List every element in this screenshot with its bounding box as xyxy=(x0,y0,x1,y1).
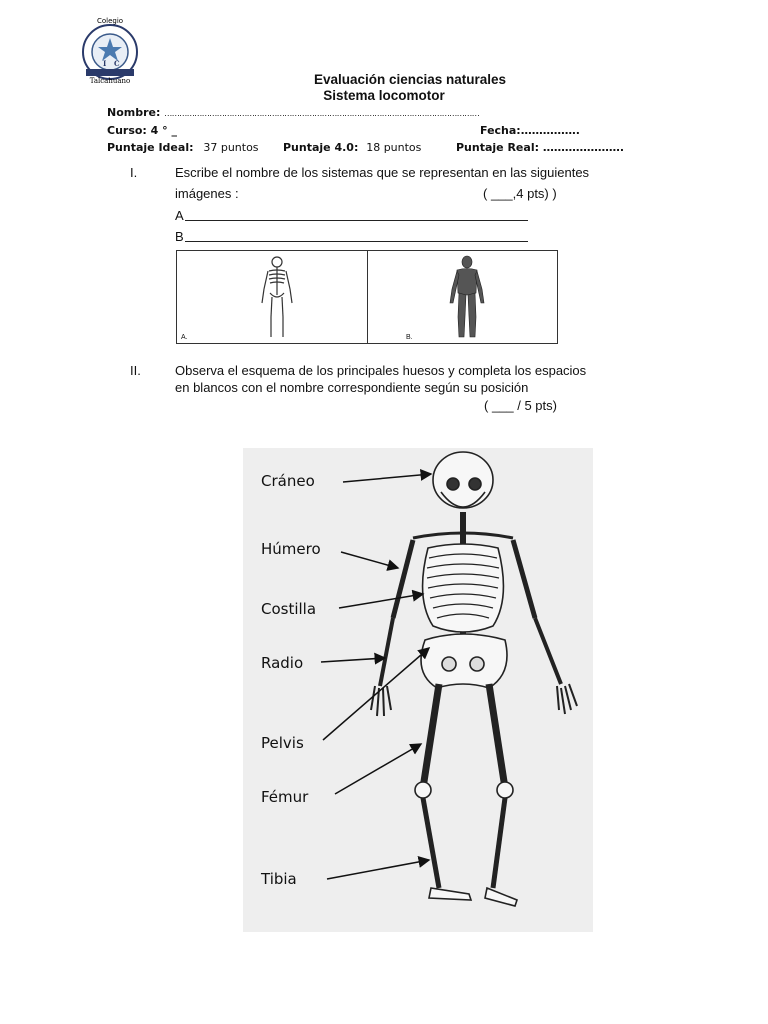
systems-image-box xyxy=(176,250,558,344)
q2-points: ( ___ / 5 pts) xyxy=(484,398,557,413)
q2-number: II. xyxy=(130,363,141,378)
puntaje-ideal-value: 37 puntos xyxy=(203,141,259,154)
q1-text-line2: imágenes : xyxy=(175,186,239,201)
puntaje-real-label: Puntaje Real: xyxy=(456,141,539,154)
bone-label-craneo: Cráneo xyxy=(261,472,315,490)
caption-a: A. xyxy=(181,334,188,341)
skeleton-diagram xyxy=(243,448,593,932)
q1-answer-b[interactable] xyxy=(185,241,528,242)
logo-top-text: Colegio xyxy=(96,17,124,25)
puntaje-40-label: Puntaje 4.0: xyxy=(283,141,359,154)
fecha-label: Fecha: xyxy=(480,124,521,137)
fecha-field[interactable]: ……………. xyxy=(520,124,580,137)
logo-initial-1: I xyxy=(103,59,107,68)
logo-city: Talcahuano xyxy=(89,77,131,84)
puntaje-ideal-label: Puntaje Ideal: xyxy=(107,141,194,154)
logo-initial-2: C xyxy=(114,59,120,68)
bone-label-femur: Fémur xyxy=(261,788,309,806)
q2-text-line1: Observa el esquema de los principales huesos y completa los espacios xyxy=(175,363,587,378)
q1-answer-a[interactable] xyxy=(185,220,528,221)
bone-label-tibia: Tibia xyxy=(261,870,297,888)
document-title: Evaluación ciencias naturales xyxy=(313,72,507,87)
q1-blank-b-label: B xyxy=(175,229,184,244)
puntaje-40-value: 18 puntos xyxy=(366,141,422,154)
puntaje-real-field[interactable]: …………………. xyxy=(542,141,625,154)
q2-text-line2: en blancos con el nombre correspondiente según su posición xyxy=(175,380,529,395)
puntaje-real xyxy=(456,141,624,154)
image-divider xyxy=(367,251,368,343)
document-subtitle: Sistema locomotor xyxy=(323,88,445,103)
puntaje-40 xyxy=(283,141,421,154)
nombre-row xyxy=(107,106,479,119)
puntaje-ideal xyxy=(107,141,259,154)
q1-number: I. xyxy=(130,165,138,180)
muscular-thumbnail xyxy=(445,255,489,341)
bone-label-pelvis: Pelvis xyxy=(261,734,304,752)
bone-label-costilla: Costilla xyxy=(261,600,317,618)
skeleton-thumbnail xyxy=(257,255,297,341)
caption-b: B. xyxy=(406,334,413,341)
fecha-row xyxy=(480,124,580,137)
nombre-label: Nombre: xyxy=(107,106,161,119)
nombre-field[interactable]: ……………………………………………………………………………………………………………… xyxy=(164,109,480,118)
bone-label-humero: Húmero xyxy=(261,540,321,558)
q1-blank-a-label: A xyxy=(175,208,184,223)
q1-text-line1: Escribe el nombre de los sistemas que se representan en las siguientes xyxy=(175,165,590,180)
curso-field[interactable]: Curso: 4 ° _ xyxy=(107,124,177,137)
q1-points: ( ___,4 pts) ) xyxy=(483,186,557,201)
bone-label-radio: Radio xyxy=(261,654,304,672)
